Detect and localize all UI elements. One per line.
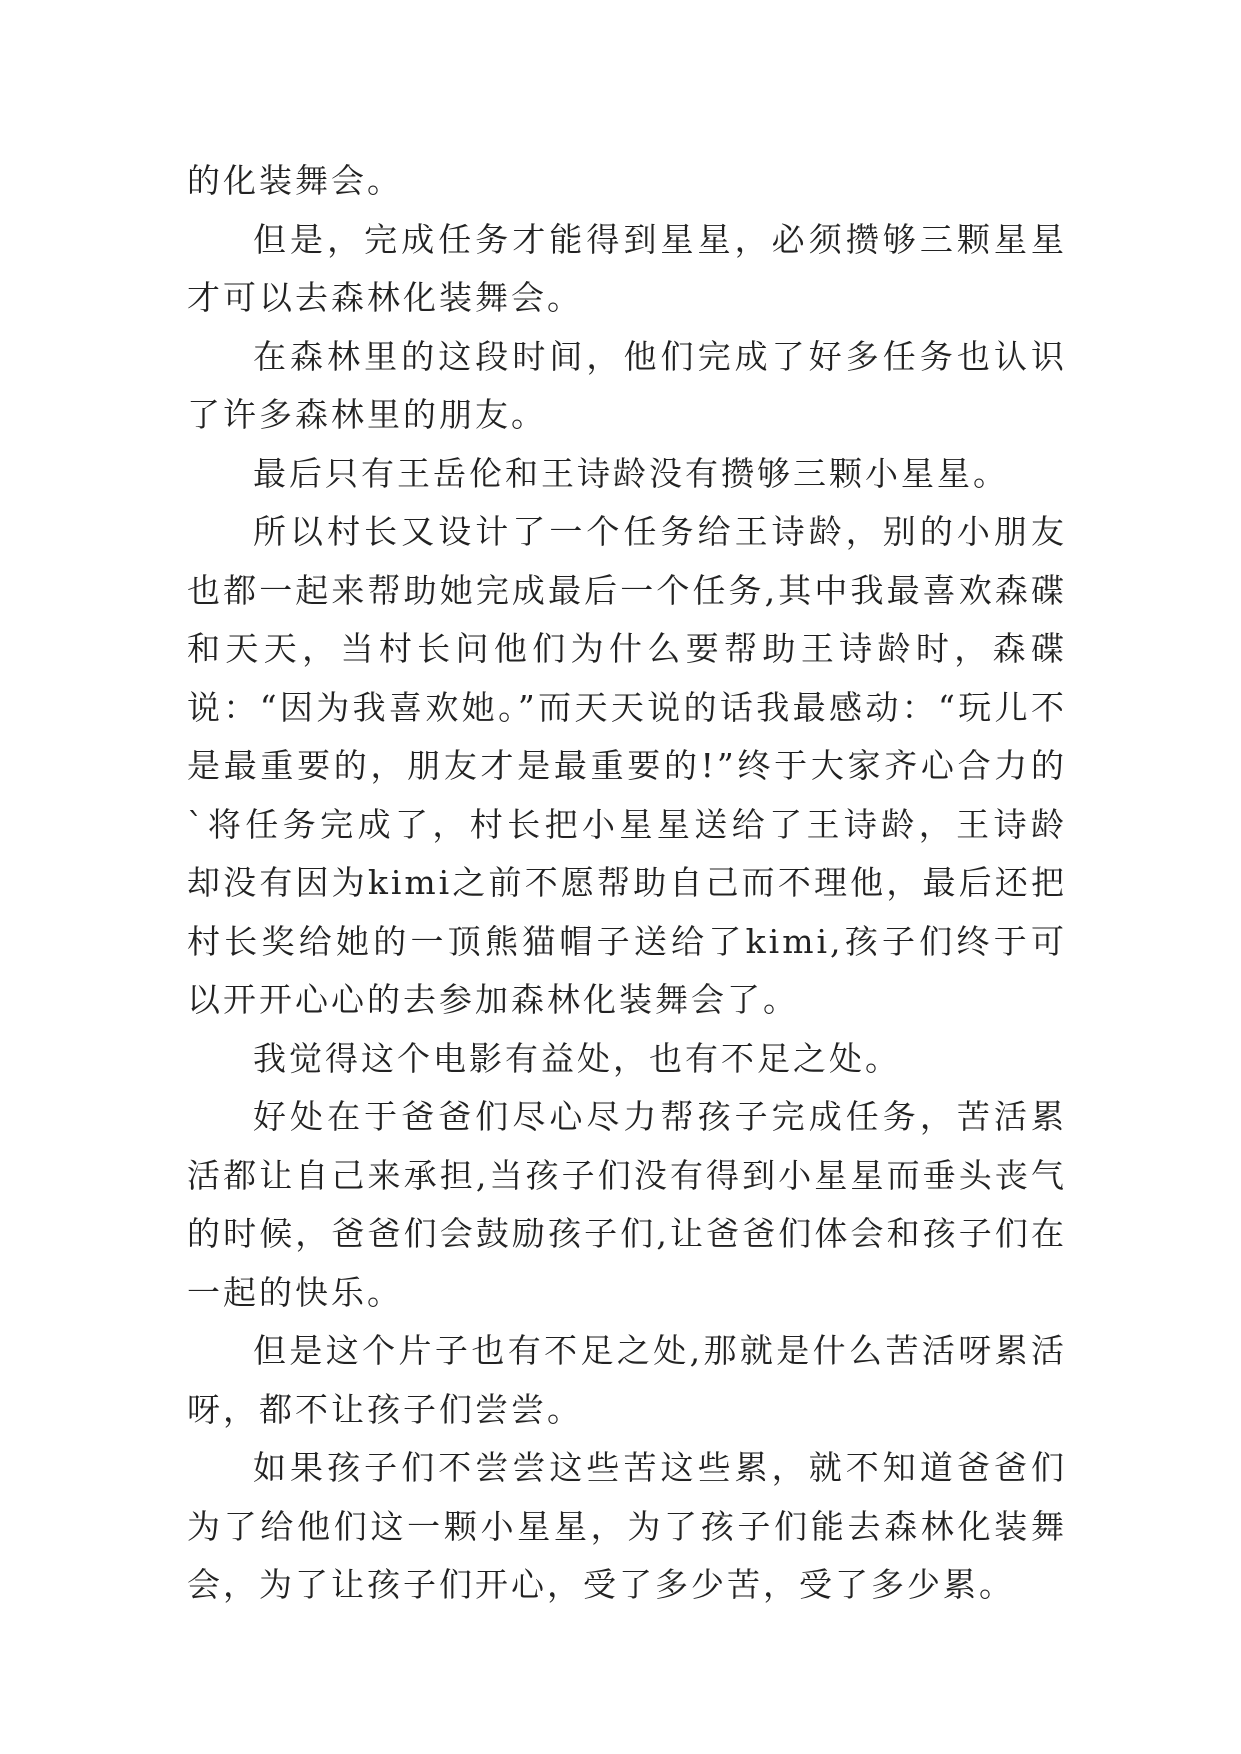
paragraph-8: 但是这个片子也有不足之处,那就是什么苦活呀累活呀，都不让孩子们尝尝。 — [187, 1331, 1067, 1429]
paragraph-6: 我觉得这个电影有益处，也有不足之处。 — [253, 1038, 901, 1078]
paragraph-3: 在森林里的这段时间，他们完成了好多任务也认识了许多森林里的朋友。 — [187, 336, 1067, 434]
paragraph-9: 如果孩子们不尝尝这些苦这些累，就不知道爸爸们为了给他们这一颗小星星，为了孩子们能去森林化装舞会，为了让孩子们开心，受了多少苦，受了多少累。 — [187, 1448, 1067, 1604]
paragraph-2: 但是，完成任务才能得到星星，必须攒够三颗星星才可以去森林化装舞会。 — [187, 219, 1067, 317]
paragraph-4: 最后只有王岳伦和王诗龄没有攒够三颗小星星。 — [253, 453, 1009, 493]
paragraph-1: 的化装舞会。 — [187, 161, 403, 200]
document-body — [187, 152, 1067, 1615]
paragraph-7: 好处在于爸爸们尽心尽力帮孩子完成任务，苦活累活都让自己来承担,当孩子们没有得到小星星而垂头丧气的时候，爸爸们会鼓励孩子们,让爸爸们体会和孩子们在一起的快乐。 — [187, 1097, 1067, 1312]
paragraph-5: 所以村长又设计了一个任务给王诗龄，别的小朋友也都一起来帮助她完成最后一个任务,其中我最喜欢森碟和天天，当村长问他们为什么要帮助王诗龄时，森碟说：“因为我喜欢她。”而天天说的话我最感动：“玩儿不是最重要的，朋友才是最重要的!”终于大家齐心合力的`将任务完成了，村长把小星星送给了王诗龄，王诗龄却没有因为kimi之前不愿帮助自己而不理他，最后还把村长奖给她的一顶熊猫帽子送给了kimi,孩子们终于可以开开心心的去参加森林化装舞会了。 — [187, 512, 1067, 1019]
